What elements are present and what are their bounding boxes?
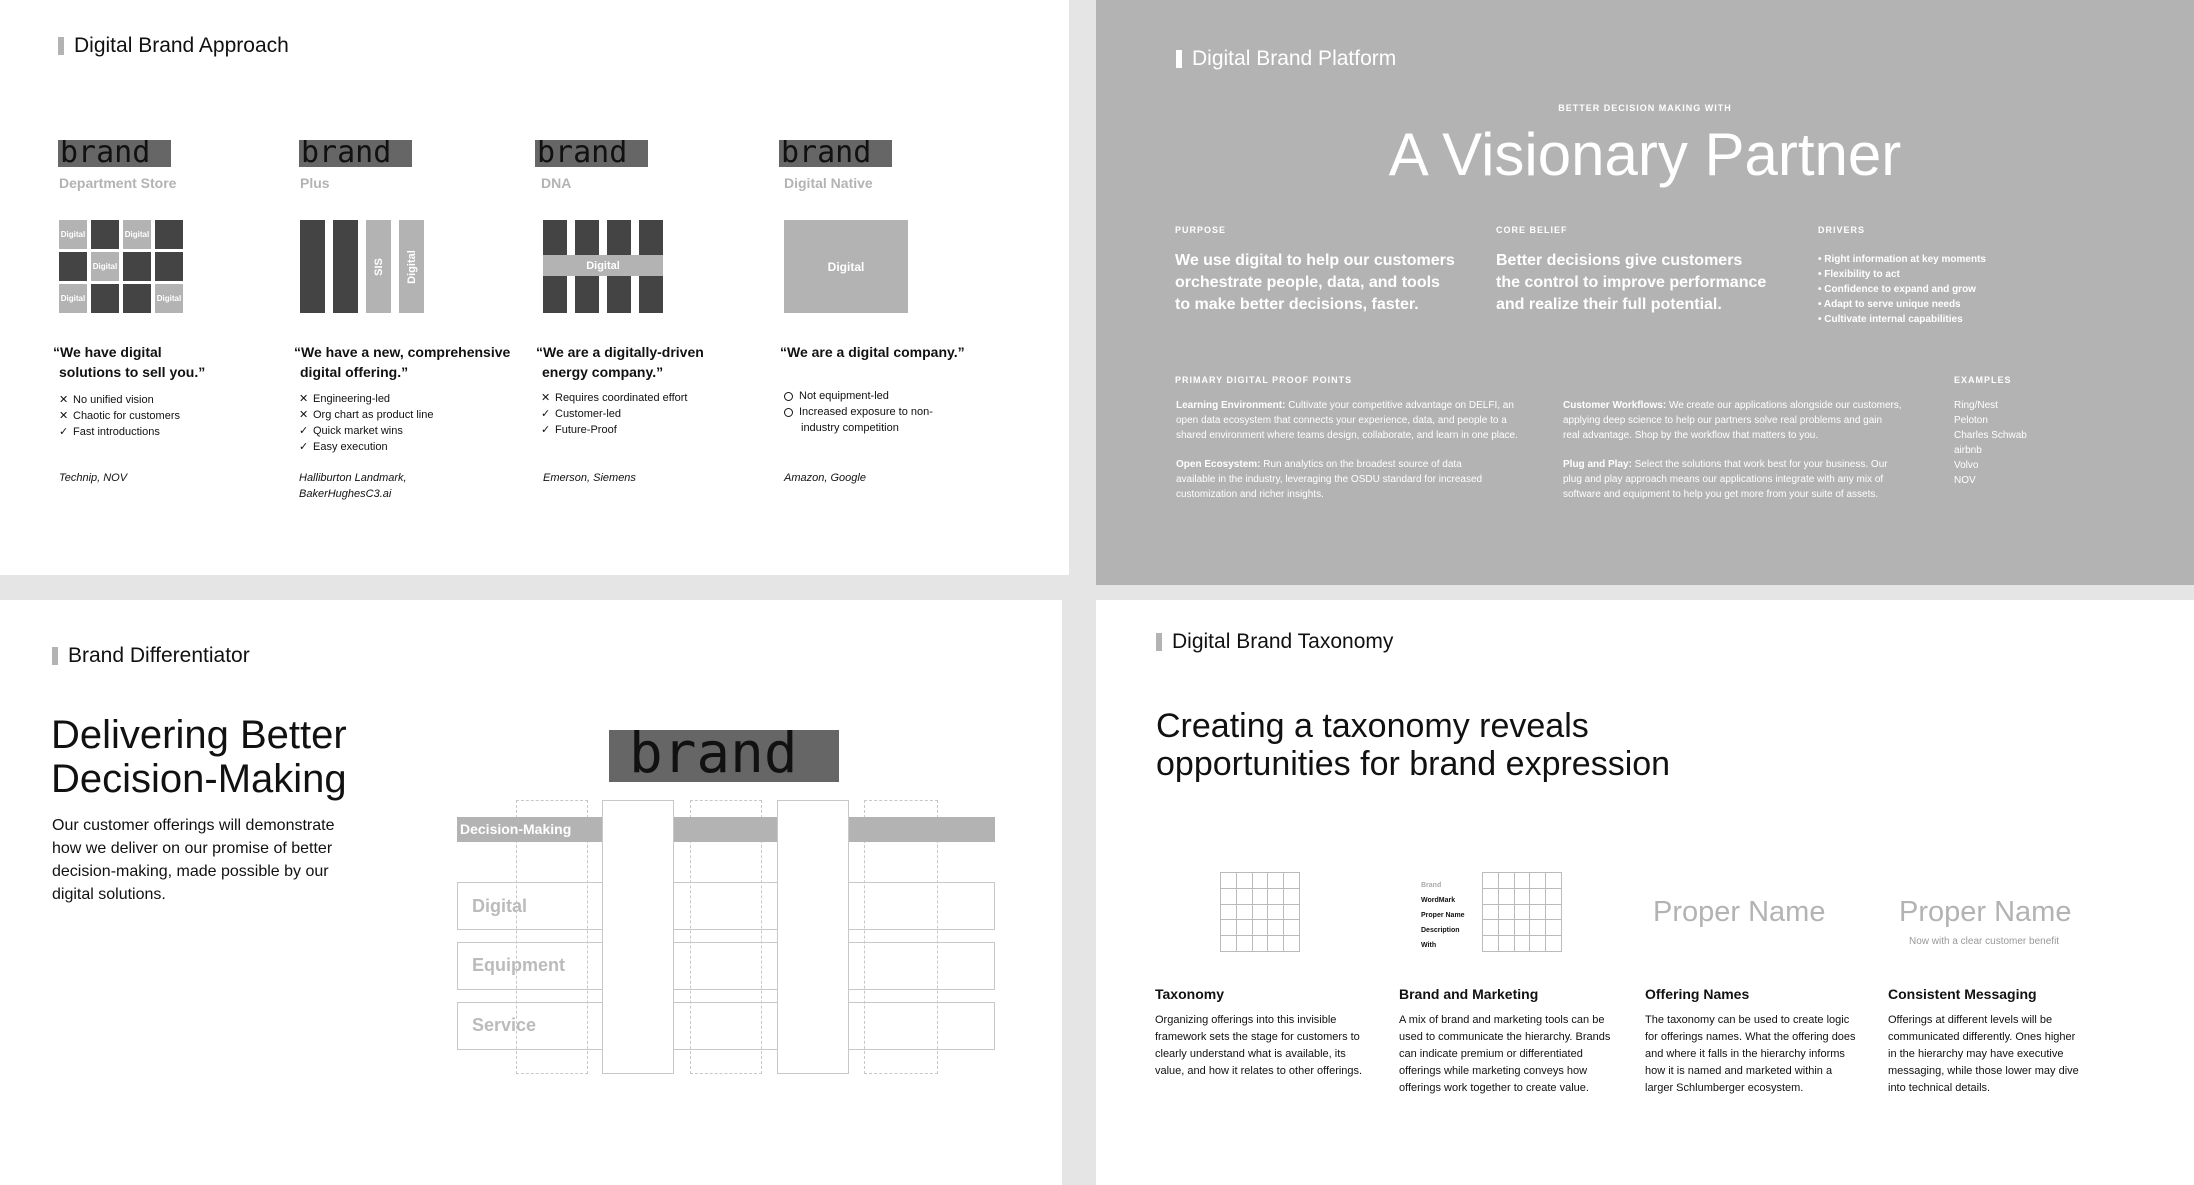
pros-cons-list [299,391,433,455]
column-heading: Taxonomy [1155,986,1224,1002]
model-quote [536,342,704,382]
list-item [299,439,433,455]
offering-tile [91,284,119,313]
proof-text: Cultivate your competitive advantage on DELFI, an [1285,400,1514,411]
text-line: in the hierarchy may have executive [1888,1048,2064,1060]
text-line: how it is named and marketed within a [1645,1065,1833,1077]
decision-making-bar [457,817,602,842]
driver-item: • Confidence to expand and grow [1818,284,1976,295]
purpose-label: PURPOSE [1175,225,1227,235]
driver-item: • Flexibility to act [1818,269,1900,280]
quote-line: solutions to sell you.” [59,364,206,380]
body-line: how we deliver on our promise of better [52,840,333,857]
text-line: into technical details. [1888,1082,1991,1094]
list-item-text: Engineering-led [313,393,391,405]
benefit-line: Now with a clear customer benefit [1909,936,2060,947]
model-quote [53,342,205,382]
slide-digital-brand-platform [1096,0,2194,585]
headline: A Visionary Partner [1388,121,1902,188]
column-heading: Consistent Messaging [1888,986,2037,1002]
brand-wordmark: brand [779,140,892,167]
row-label-service: Service [472,1015,537,1035]
model-quote [780,342,965,362]
kicker: BETTER DECISION MAKING WITH [1558,103,1732,113]
proof-text: Run analytics on the broadest source of data [1260,459,1462,470]
examples-list [1954,398,2027,488]
proof-text: open data ecosystem that connects your experience, data, and people to a [1176,415,1507,426]
examples-label: EXAMPLES [1954,375,2012,385]
slide-title-text: Digital Brand Platform [1192,47,1397,70]
company-examples [543,470,636,486]
core-belief-statement [1496,250,1766,316]
proof-points-label: PRIMARY DIGITAL PROOF POINTS [1175,375,1353,385]
cross-icon: ✕ [299,393,309,405]
examples-line: Halliburton Landmark, [299,472,407,484]
model-name: Digital Native [784,175,873,191]
quote-line: “We are a digitally-driven [536,344,704,360]
text-line: messaging, while those lower may dive [1888,1065,2079,1077]
pillar-column [602,800,674,1074]
brand-wordmark: brand [58,140,171,167]
headline-line: Creating a taxonomy reveals [1156,707,1589,745]
proper-name-sample: Proper Name [1653,896,1826,928]
example-item: Volvo [1954,460,1979,471]
text-line: offerings work together to create value. [1399,1082,1589,1094]
slide-title-text: Digital Brand Taxonomy [1172,630,1394,653]
proof-text: We create our applications alongside our customers, [1666,400,1902,411]
list-item-text: Easy execution [313,441,388,453]
driver-item: • Right information at key moments [1818,254,1986,265]
column-text [1645,1012,1856,1097]
text-line: used to communicate the hierarchy. Brands [1399,1031,1611,1043]
list-item [541,390,688,406]
model-name: Department Store [59,175,177,191]
check-icon: ✓ [541,424,551,436]
cross-icon: ✕ [299,409,309,421]
text-line: value, and how it relates to other offerings. [1155,1065,1363,1077]
drivers-list [1818,252,1986,327]
list-item [299,407,433,423]
model-quote [294,342,510,382]
slide-brand-differentiator [0,600,1062,1185]
offering-tile [123,284,151,313]
list-item [784,388,933,404]
proof-head: Open Ecosystem: [1176,459,1261,470]
driver-text: Cultivate internal capabilities [1824,314,1963,325]
brand-wordmark: brand [299,140,412,167]
proof-head: Learning Environment: [1176,400,1286,411]
driver-item: • Cultivate internal capabilities [1818,314,1963,325]
list-item [299,391,433,407]
decision-making-bar [674,817,777,842]
cross-icon: ✕ [59,394,69,406]
list-item-text: Customer-led [555,408,622,420]
proof-text: real advantage. Shop by the workflow that matters to you. [1563,430,1819,441]
text-line: larger Schlumberger ecosystem. [1645,1082,1804,1094]
headline-line: opportunities for brand expression [1156,745,1671,783]
brand-grid-icon [1482,872,1562,952]
offering-column [333,220,358,313]
list-item-text: Requires coordinated effort [555,392,688,404]
quote-line: “We have a new, comprehensive [294,344,511,360]
pros-cons-list [541,390,688,438]
example-item: Peloton [1954,415,1988,426]
column-text [1399,1012,1610,1097]
bar-label: Decision-Making [460,821,572,837]
model-name: Plus [300,175,330,191]
hierarchy-item: With [1421,942,1437,949]
drivers-label: DRIVERS [1818,225,1866,235]
offering-tile [59,252,87,281]
list-item-text: Quick market wins [313,425,403,437]
text-line: Organizing offerings into this invisible [1155,1014,1337,1026]
text-line: offerings while marketing conveys how [1399,1065,1588,1077]
list-item-text: Org chart as product line [313,409,434,421]
proof-point [1563,398,1902,443]
statement-line: We use digital to help our customers [1175,252,1455,269]
proof-point [1176,457,1482,502]
brand-wordmark: brand [609,730,839,782]
pros-cons-list [59,392,180,440]
example-item: airbnb [1954,445,1982,456]
proof-text: applying deep science to help our partners solve real problems and gain [1563,415,1883,426]
hierarchy-list [1421,878,1465,953]
quote-line: digital offering.” [300,364,409,380]
example-item: NOV [1954,475,1976,486]
decision-making-bar [849,817,995,842]
check-icon: ✓ [59,426,69,438]
column-heading: Offering Names [1645,986,1750,1002]
check-icon: ✓ [299,425,309,437]
hierarchy-item: WordMark [1421,897,1456,904]
column-text [1888,1012,2079,1097]
hierarchy-item: Brand [1421,882,1442,889]
company-examples [784,470,866,486]
proof-text: Select the solutions that work best for your business. Our [1631,459,1888,470]
digital-column [399,220,424,313]
driver-text: Right information at key moments [1824,254,1986,265]
driver-text: Adapt to serve unique needs [1823,299,1961,310]
list-item-text: Not equipment-led [799,390,889,402]
company-examples [299,470,407,502]
slide-title-text: Brand Differentiator [68,644,250,667]
list-item-text: No unified vision [73,394,154,406]
cross-icon: ✕ [59,410,69,422]
list-item [541,406,688,422]
proof-text: available in the industry, leveraging the OSDU standard for increased [1176,474,1483,485]
proof-text: customization and richer insights. [1176,489,1324,500]
text-line: The taxonomy can be used to create logic [1645,1014,1850,1026]
body-line: decision-making, made possible by our [52,863,329,880]
row-box-digital [457,882,995,930]
slide-title [1156,630,1393,654]
column-text [1155,1012,1362,1080]
proof-text: software and equipment to help you get more from your suite of assets. [1563,489,1879,500]
headline [51,713,347,801]
quote-line: “We are a digital company.” [780,344,965,360]
quote-line: energy company.” [542,364,664,380]
title-accent-bar [1156,633,1162,651]
text-line: and where it falls in the hierarchy informs [1645,1048,1845,1060]
proof-head: Customer Workflows: [1563,400,1667,411]
digital-tile: Digital [155,284,183,313]
digital-tile: Digital [59,284,87,313]
column-label: SIS [372,257,385,276]
headline-line: Decision-Making [51,757,347,801]
row-box-service [457,1002,995,1050]
slide-title [52,644,250,668]
quote-line: “We have digital [53,344,162,360]
text-line: framework sets the stage for customers to [1155,1031,1360,1043]
offering-tile [155,252,183,281]
digital-tile: Digital [59,220,87,249]
column-label: Digital [405,249,418,284]
statement-line: the control to improve performance [1496,274,1767,291]
offering-tile [91,220,119,249]
offering-tile [155,220,183,249]
body-line: digital solutions. [52,886,166,903]
driver-item: • Adapt to serve unique needs [1818,299,1961,310]
pros-cons-list [784,388,933,436]
title-accent-bar [58,37,64,55]
title-accent-bar [52,647,58,665]
statement-line: orchestrate people, data, and tools [1175,274,1440,291]
body-copy [52,814,334,906]
slide-digital-brand-taxonomy [1096,600,2194,1185]
examples-line: Emerson, Siemens [543,472,636,484]
circle-icon [784,392,793,401]
proof-point [1176,398,1518,443]
core-belief-label: CORE BELIEF [1496,225,1568,235]
text-line: can indicate premium or differentiated [1399,1048,1583,1060]
circle-icon [784,408,793,417]
statement-line: to make better decisions, faster. [1175,296,1419,313]
column-heading: Brand and Marketing [1399,986,1539,1002]
offering-tile [123,252,151,281]
statement-line: Better decisions give customers [1496,252,1743,269]
offering-column [300,220,325,313]
slide-title [1176,47,1396,71]
driver-text: Confidence to expand and grow [1824,284,1976,295]
digital-tile: Digital [123,220,151,249]
list-item [784,404,933,420]
row-label-equipment: Equipment [472,955,565,975]
proper-name-sample: Proper Name [1899,896,2072,928]
examples-line: Technip, NOV [59,472,128,484]
proof-text: shared environment where teams design, collaborate, and learn in one place. [1176,430,1518,441]
brand-wordmark: brand [535,140,648,167]
list-item [59,392,180,408]
list-item-text: industry competition [801,422,899,434]
title-accent-bar [1176,50,1182,68]
company-examples [59,470,127,486]
proof-head: Plug and Play: [1563,459,1632,470]
example-item: Ring/Nest [1954,400,1998,411]
body-line: Our customer offerings will demonstrate [52,817,335,834]
hierarchy-item: Proper Name [1421,912,1465,919]
digital-band: Digital [543,255,663,276]
examples-line: BakerHughesC3.ai [299,488,392,500]
text-line: communicated differently. Ones higher [1888,1031,2076,1043]
check-icon: ✓ [541,408,551,420]
purpose-statement [1175,250,1455,316]
proof-point [1563,457,1888,502]
list-item [299,423,433,439]
list-item [59,408,180,424]
statement-line: and realize their full potential. [1496,296,1722,313]
headline [1156,707,1670,783]
model-name: DNA [541,175,572,191]
taxonomy-grid-icon [1220,872,1300,952]
list-item [59,424,180,440]
slide-digital-brand-approach [0,0,1069,575]
digital-native-block: Digital [784,220,908,313]
list-item-text: Chaotic for customers [73,410,180,422]
text-line: Offerings at different levels will be [1888,1014,2053,1026]
list-item-text: Fast introductions [73,426,160,438]
cross-icon: ✕ [541,392,551,404]
text-line: A mix of brand and marketing tools can be [1399,1014,1605,1026]
pillar-column [777,800,849,1074]
text-line: for offerings names. What the offering does [1645,1031,1856,1043]
digital-tile: Digital [91,252,119,281]
list-item [784,420,933,436]
list-item-text: Increased exposure to non- [799,406,933,418]
row-label-digital: Digital [472,896,528,916]
headline-line: Delivering Better [51,713,347,757]
examples-line: Amazon, Google [784,472,866,484]
example-item: Charles Schwab [1954,430,2027,441]
check-icon: ✓ [299,441,309,453]
slide-title [58,34,289,58]
list-item-text: Future-Proof [555,424,617,436]
sis-column [366,220,391,313]
slide-title-text: Digital Brand Approach [74,34,289,57]
driver-text: Flexibility to act [1824,269,1900,280]
list-item [541,422,688,438]
text-line: clearly understand what is available, its [1155,1048,1346,1060]
hierarchy-item: Description [1421,927,1460,934]
proof-text: plug and play approach means our applications integrate with any mix of [1563,474,1884,485]
